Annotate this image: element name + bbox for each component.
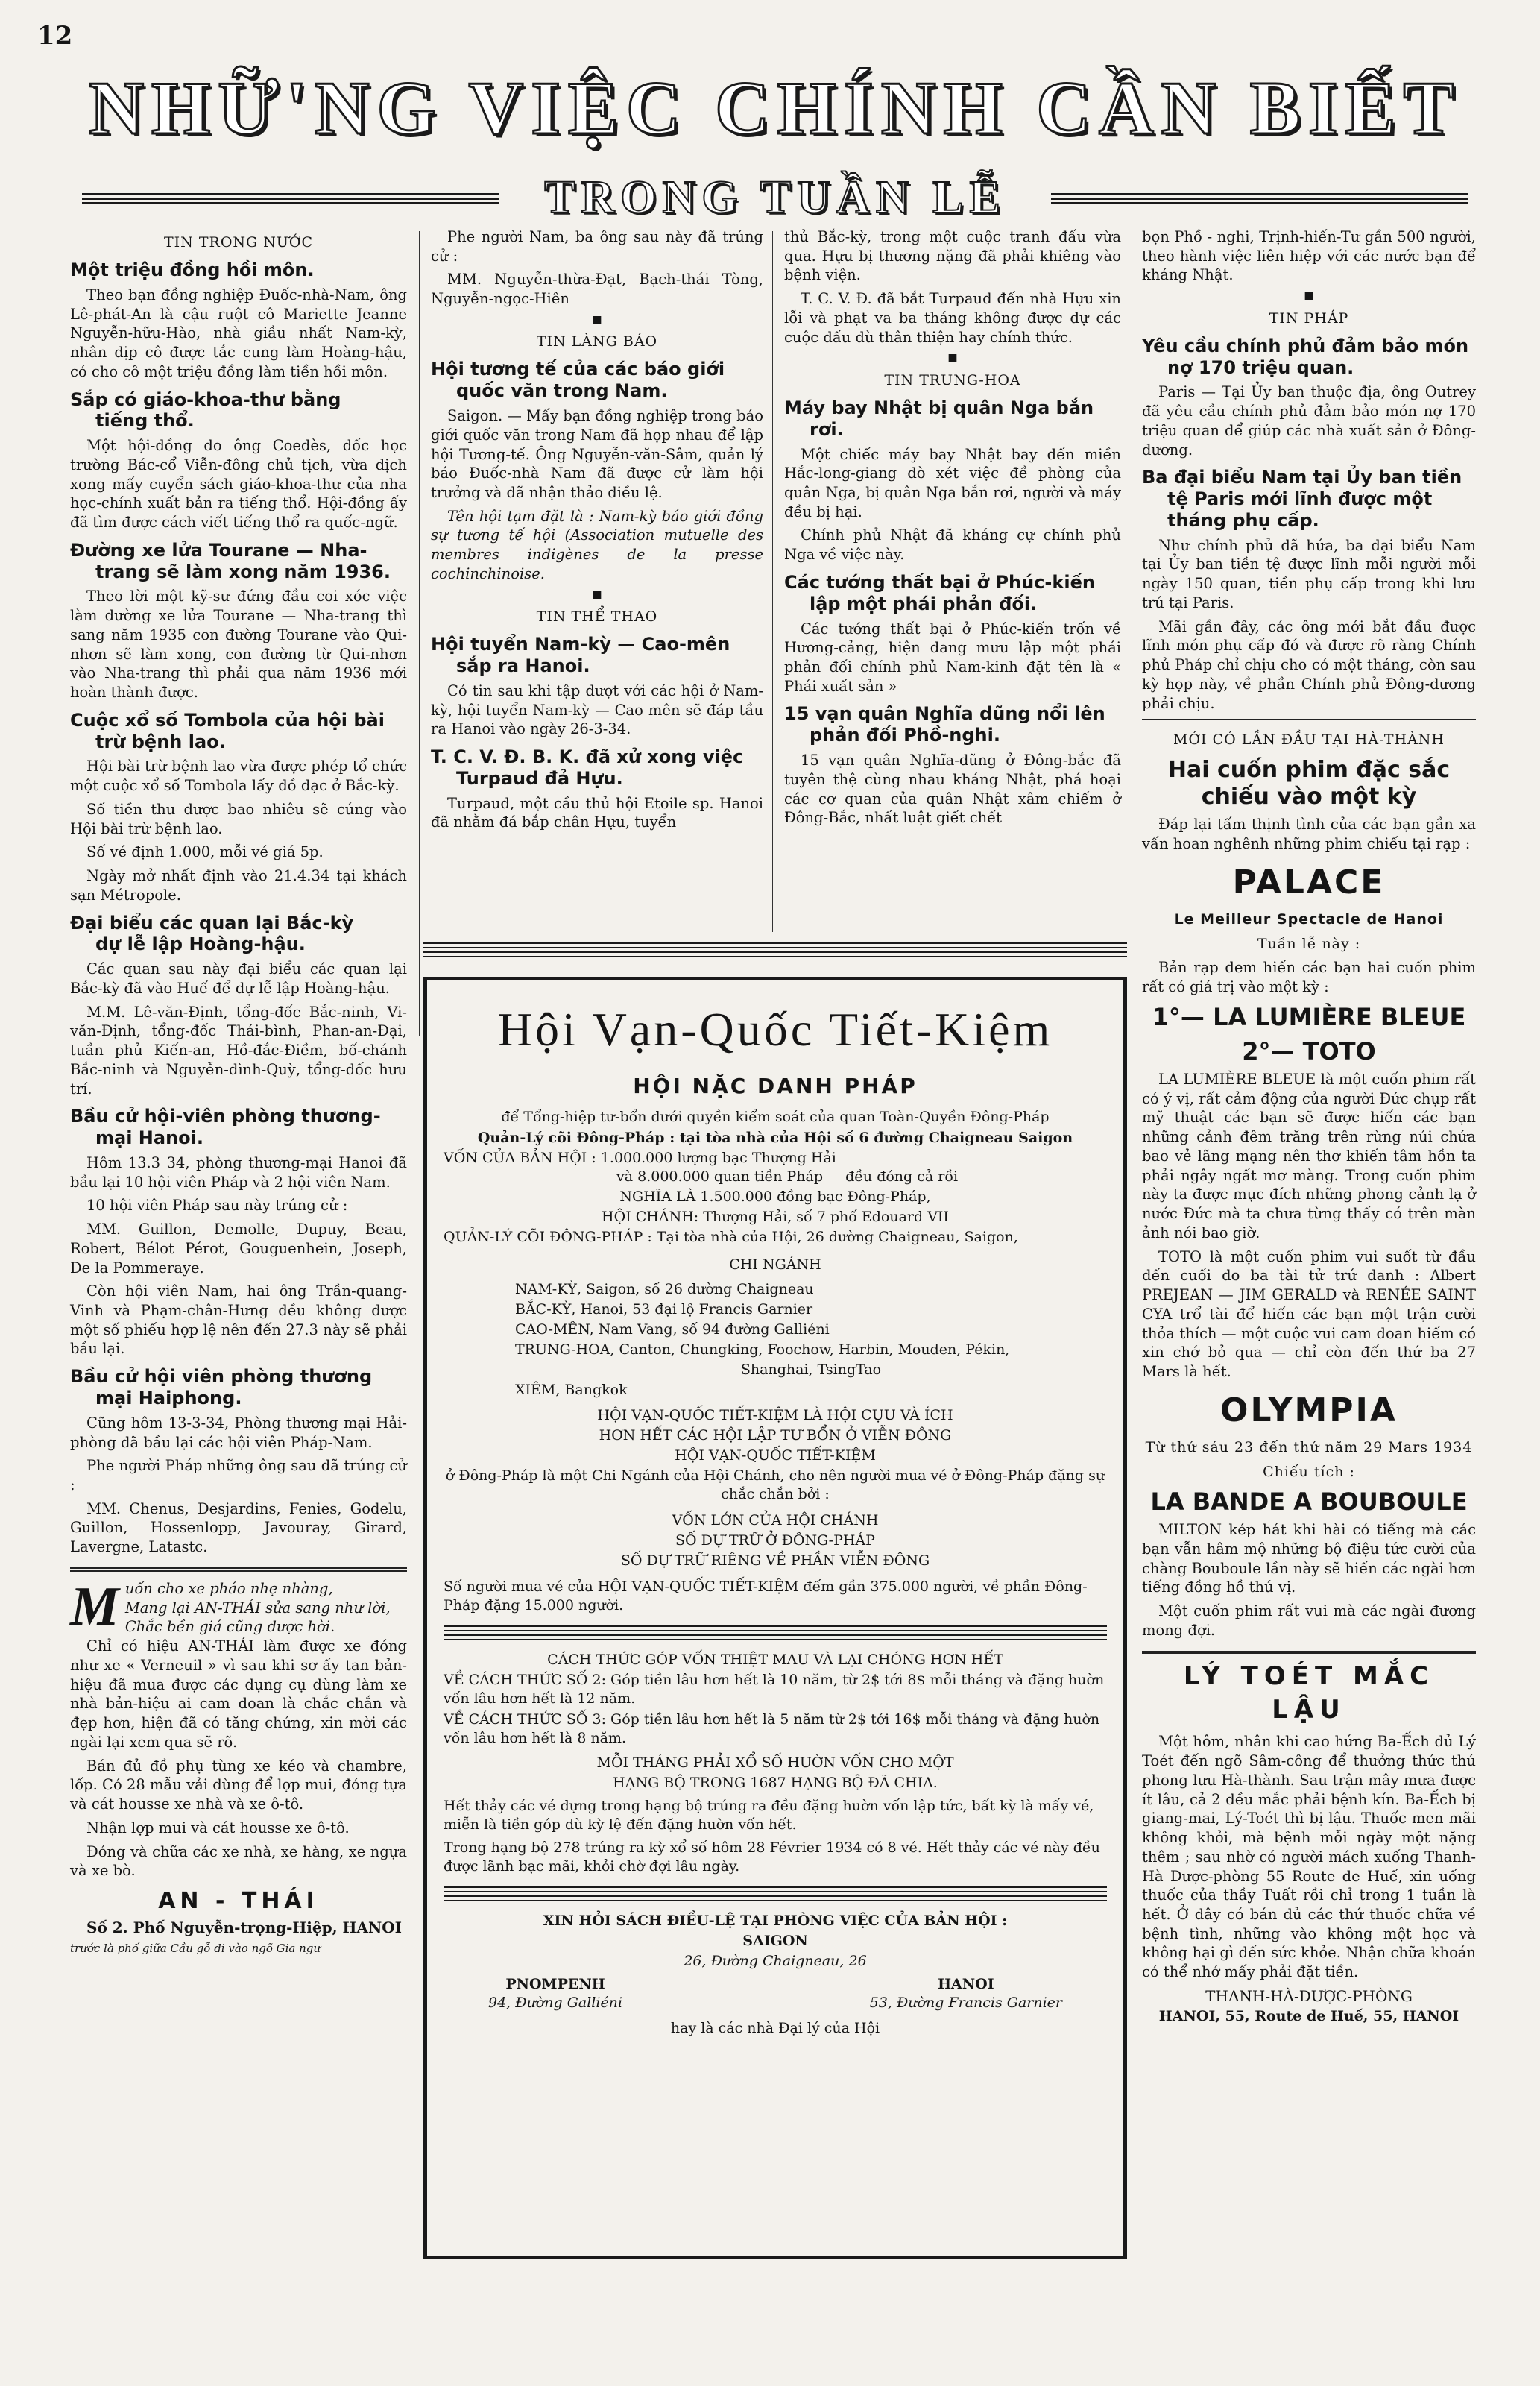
ad-line: QUẢN-LÝ CÕI ĐÔNG-PHÁP : Tại tòa nhà của Hội, 26 đường Chaigneau, Saigon, [444,1228,1018,1245]
article-paragraph: Một hội-đồng do ông Coedès, đốc học trường Bác-cổ Viễn-đông chủ tịch, vừa dịch xong mấy cuyển sách giáo-khoa-thư của nha học-chính xuất bản ra tiếng thổ. Hội-đồng ấy đã tìm được cách viết tiếng thổ ra quốc-ngữ. [70,437,407,532]
ad-line: ở Đông-Pháp là một Chi Ngánh của Hội Chánh, cho nên người mua vé ở Đông-Pháp đặng sự chắc chắn bởi : [445,1467,1105,1502]
ad-line: MỖI THÁNG PHẢI XỔ SỐ HUỜN VỐN CHO MỘT [596,1754,954,1771]
pharmacy-ad-text: Một hôm, nhân khi cao hứng Ba-Ếch đủ Lý Toét đến ngõ Sâm-công để thưởng thức thú phong lưu Hà-thành. Sau trận mây mưa được ít lâu, cả 2 đều mắc phải bệnh kín. Ba-Ếch bị giang-mai, Lý-Toét thì bị lậu. Thuốc men mãi không khỏi, mà bệnh mỗi ngày một nặng thêm ; sau nhờ có người mách xuống Thanh-Hà Dược-phòng 55 Route de Huế, xin uống thuốc của thầy Tuất rồi chỉ trong 1 tuần là hết. Ở đây có bán đủ các thứ thuốc chữa về bệnh tình, những vào không một học và không hại gì đến sức khỏe. Nhận chữa khoán có thể nhớ mấy phải đặt tiền. [1142,1733,1476,1981]
headline-line: trang sẽ làm xong năm 1936. [95,561,391,582]
cinema-lead: MỚI CÓ LẦN ĐẦU TẠI HÀ-THÀNH [1173,731,1445,749]
ad-line: XIN HỎI SÁCH ĐIỀU-LỆ TẠI PHÒNG VIỆC CỦA BẢN HỘI : [543,1913,1008,1930]
headline [784,397,1121,441]
ad-line: VỐN CỦA BẢN HỘI : 1.000.000 lượng bạc Thượng Hải [444,1149,836,1166]
column-4 [1142,227,1476,2026]
separator-mark: ■ [592,588,602,601]
ad-verse-line: uốn cho xe pháo nhẹ nhàng, [124,1579,333,1597]
headline [784,703,1121,746]
ad-line: HỘI VẠN-QUỐC TIẾT-KIỆM [675,1447,876,1464]
ad-note: trước là phố giữa Cầu gỗ đi vào ngõ Gia ngư [70,1941,321,1955]
headline-line: phản đối Phồ-nghi. [810,725,1000,746]
ad-line: VỀ CÁCH THỨC SỐ 2: Góp tiền lâu hơn hết là 10 năm, từ 2$ tới 8$ mỗi tháng và đặng huờn vốn lâu hơn hết là 12 năm. [444,1672,1105,1707]
headline-line: trừ bệnh lao. [95,731,226,752]
article-paragraph: thủ Bắc-kỳ, trong một cuộc tranh đấu vừa qua. Hựu bị thương nặng đã phải khiêng vào bệnh viện. [784,228,1121,284]
ad-line: VỀ CÁCH THỨC SỐ 3: Góp tiền lâu hơn hết là 5 năm từ 2$ tới 16$ mỗi tháng và đặng huờn vốn lâu hơn hết là 8 năm. [444,1710,1100,1746]
branch-item: BẮC-KỲ, Hanoi, 53 đại lộ Francis Garnier [515,1301,813,1318]
headline-line: T. C. V. Đ. B. K. đã xử xong việc [431,746,744,768]
headline [1142,467,1476,531]
ad-office-city: HANOI [938,1976,994,1993]
article-paragraph: M.M. Lê-văn-Định, tổng-đốc Bắc-ninh, Vi-văn-Định, tổng-đốc Thái-bình, Phan-an-Đại, tuần phủ Kiến-an, Hồ-đắc-Điềm, bố-chánh Bắc-ninh và Nguyễn-đình-Quỳ, tổng-đốc hưu trí. [70,1003,407,1098]
headline [431,359,763,402]
ad-line: HỘI CHÁNH: Thượng Hải, số 7 phố Edouard VII [602,1208,949,1225]
headline-line: Máy bay Nhật bị quân Nga bắn [784,397,1094,418]
separator-mark: ■ [592,313,602,326]
ad-line: HƠN HẾT CÁC HỘI LẬP TƯ BỔN Ở VIỄN ĐÔNG [599,1426,952,1444]
anthai-ad [70,1567,407,1957]
subhead-title: TRONG TUẦN LỄ [544,172,1006,223]
article-paragraph: Các quan sau này đại biểu các quan lại Bắc-kỳ đã vào Huế để dự lễ lập Hoàng-hậu. [70,960,407,997]
theatre-tagline: Le Meilleur Spectacle de Hanoi [1174,910,1444,928]
headline-line: Ba đại biểu Nam tại Ủy ban tiền [1142,467,1462,488]
separator-mark: ■ [947,352,958,365]
theatre-palace: PALACE [1232,863,1386,901]
ad-offices [444,1975,1107,2012]
article-paragraph: MM. Nguyễn-thừa-Đạt, Bạch-thái Tòng, Nguyễn-ngọc-Hiên [431,271,763,308]
drop-cap: M [70,1576,119,1637]
headline [70,913,407,956]
cinema-paragraph: Đáp lại tấm thịnh tình của các bạn gần xa vấn hoan nghênh những phim chiếu tại rạp : [1142,816,1476,853]
article-paragraph: Hội bài trừ bệnh lao vừa được phép tổ chức một cuộc xổ số Tombola lấy đồ đạc ở Bắc-kỳ. [70,758,407,795]
ad-office-address: 26, Đường Chaigneau, 26 [684,1953,867,1970]
film-description: LA LUMIÈRE BLEUE là một cuốn phim rất có ý vị, rất cảm động của người Đức chụp rất mỹ thuật các bạn sẽ được hiến các bạn những cảnh đêm trăng trên rừng núi chứa bao vẻ lãng mạng nên thơ khiến tâm hồn ta phải ngây ngất mơ màng. Trong cuốn phim này ta được mục đích những phong cảnh lạ ở nước Đức mà ta chưa từng thấy có trên màn ảnh nói bao giờ. [1142,1071,1476,1241]
ad-brand: AN - THÁI [158,1887,319,1914]
ad-office-city: PNOMPENH [505,1976,605,1993]
guarantee-item: VỐN LỚN CỦA HỘI CHÁNH [672,1511,879,1529]
office-hanoi [870,1975,1062,2012]
headline-line: Bầu cử hội viên phòng thương [70,1366,373,1388]
column-3 [784,227,1121,832]
ad-line: HỘI VẠN-QUỐC TIẾT-KIỆM LÀ HỘI CỤU VÀ ÍCH [597,1406,953,1423]
headline [70,389,407,432]
section-heading: TIN LÀNG BÁO [536,333,658,350]
film-description: Một cuốn phim rất vui mà các ngài đương mong đợi. [1142,1602,1476,1639]
guarantee-list [444,1511,1107,1570]
film-title: 1°— LA LUMIÈRE BLEUE [1152,1002,1466,1031]
ad-section-heading: CHI NGÁNH [729,1256,821,1273]
column-divider [419,231,420,1036]
article-paragraph: T. C. V. Đ. đã bắt Turpaud đến nhà Hựu xin lỗi và phạt va ba tháng không được dự các cuộc đấu dù thân thiện hay chính thức. [784,290,1121,346]
ad-paragraph: Chỉ có hiệu AN-THÁI làm được xe đóng như xe « Verneuil » vì sau khi sơ ấy tan bản-hiệu đã mua được các dụng cụ dùng làm xe nhà bản-hiệu ai cam đoan là chắc chắn và đẹp hơn, hiện đã có tăng chứng, xin mời các ngài lại xem qua sẽ rõ. [70,1637,407,1751]
headline-line: Bầu cử hội-viên phòng thương- [70,1106,381,1127]
article-paragraph: Theo bạn đồng nghiệp Đuốc-nhà-Nam, ông Lê-phát-An là cậu ruột cô Mariette Jeanne Nguyễn-hữu-Hào, nhà giầu nhất Nam-kỳ, nhân dịp cô được tắc cung làm Hoàng-hậu, có cho cô một triệu đồng làm tiền hồi môn. [70,286,407,380]
article-paragraph: Theo lời một kỹ-sư đứng đầu coi xóc việc làm đường xe lửa Tourane — Nha-trang thì sang năm 1935 con đường Tourane vào Qui-nhơn sẽ làm xong, con đường từ Qui-nhơn vào Nha-trang thì phải qua năm 1936 mới hoàn thành được. [70,588,407,702]
article-paragraph: Ngày mở nhất định vào 21.4.34 tại khách sạn Métropole. [70,867,407,904]
article-paragraph: Chính phủ Nhật đã kháng cự chính phủ Nga về việc này. [784,526,1121,564]
article-paragraph: Các tướng thất bại ở Phúc-kiến trốn về Hương-cảng, hiện đang mưu lập một phái phản đối chính phủ Nam-kinh đặt tên là « Phái xuất sản » [784,620,1121,695]
branch-item: XIÊM, Bangkok [515,1382,628,1399]
ad-line: Số người mua vé của HỘI VẠN-QUỐC TIẾT-KIỆM đếm gần 375.000 người, về phần Đông-Pháp đặng 15.000 người. [444,1578,1088,1614]
ad-office-address: 94, Đường Galliéni [488,1995,622,2012]
ad-capital [444,1149,1107,1186]
article-paragraph: Hôm 13.3 34, phòng thương-mại Hanoi đã bầu lại 10 hội viên Pháp và 2 hội viên Nam. [70,1153,407,1191]
ad-line: HẠNG BỘ TRONG 1687 HẠNG BỘ ĐÃ CHIA. [613,1774,938,1791]
article-paragraph: Có tin sau khi tập dượt với các hội ở Nam-kỳ, hội tuyển Nam-kỳ — Cao mên sẽ đáp tầu ra Hanoi vào ngày 26-3-34. [431,682,763,738]
article-paragraph: Cũng hôm 13-3-34, Phòng thương mại Hải-phòng đã bầu lại các hội viên Pháp-Nam. [70,1414,407,1451]
column-divider [772,231,773,932]
article-paragraph: Tên hội tạm đặt là : Nam-kỳ báo giới đồng sự tương tế hội (Association mutuelle des membres indigènes de la presse cochinchinoise. [431,507,763,582]
headline-line: sắp ra Hanoi. [456,655,590,677]
headline [1142,336,1476,379]
ad-line: để Tổng-hiệp tư-bổn dưới quyền kiểm soát của quan Toàn-Quyền Đông-Pháp [501,1109,1050,1126]
headline-line: nợ 170 triệu quan. [1167,356,1354,378]
headline [431,746,763,790]
section-heading: TIN THỂ THAO [536,608,658,626]
headline-line: tiếng thổ. [95,410,195,432]
ad-title: Hội Vạn-Quốc Tiết-Kiệm [497,1003,1053,1056]
headline [784,572,1121,615]
subhead-row [75,171,1476,224]
headline-line: quốc văn trong Nam. [456,380,668,402]
ad-paragraph: Nhận lợp mui và cát housse xe ô-tô. [86,1819,350,1836]
ad-verse-line: Mang lại AN-THÁI sửa sang như lời, [124,1599,391,1617]
headline-line: Hội tuyển Nam-kỳ — Cao-mên [431,634,730,655]
ad-address: Số 2. Phố Nguyễn-trọng-Hiệp, HANOI [86,1918,403,1936]
headline-line: Sắp có giáo-khoa-thư bằng [70,388,341,410]
cinema-ad [1142,719,1476,1640]
pharmacy-ad-title: LÝ TOÉT MẮC LẬU [1142,1651,1476,1727]
film-title: 2°— TOTO [1242,1036,1376,1065]
branch-item: CAO-MÊN, Nam Vang, số 94 đường Galliéni [515,1321,830,1338]
headline-line: Đường xe lửa Tourane — Nha- [70,539,367,561]
theatre-olympia: OLYMPIA [1220,1391,1398,1429]
separator-mark: ■ [1304,290,1314,303]
guarantee-item: SỐ DỰ TRỮ RIÊNG VỀ PHẦN VIỄN ĐÔNG [620,1552,930,1570]
headline-line: Yêu cầu chính phủ đảm bảo món [1142,335,1469,356]
page-number: 12 [37,21,73,51]
article-paragraph: Saigon. — Mấy bạn đồng nghiệp trong báo giới quốc văn trong Nam đã họp nhau để lập hội Tương-tế. Ông Nguyễn-văn-Sâm, quản lý báo Đuốc-nhà Nam đã được cử làm hội trưởng và đã nhận thảo điều lệ. [431,407,763,502]
headline-line: lập một phái phản đối. [810,593,1038,614]
article-paragraph: 15 vạn quân Nghĩa-dũng ở Đông-bắc đã tuyên thệ cùng nhau kháng Nhật, phá hoại các cơ quan của quân Nhật xâm chiếm ở Đông-Bắc, nhất luật giết chết [784,752,1121,827]
ad-line: và 8.000.000 quan tiền Pháp [616,1168,824,1185]
headline-line: Cuộc xổ số Tombola của hội bài [70,709,385,731]
ad-line: hay là các nhà Đại lý của Hội [670,2019,880,2036]
headline [70,1106,407,1149]
article-paragraph: Còn hội viên Nam, hai ông Trần-quang-Vinh và Phạm-chân-Hưng đều không được một số phiếu hợp lệ nên đến 27.3 này sẽ phải bầu lại. [70,1282,407,1358]
film-description: TOTO là một cuốn phim vui suốt từ đầu đến cuối do ba tài tử trứ danh : Albert PREJEAN — JIM GERALD và RENÉE SAINT CYA trổ tài để hiến các bạn một trận cười thỏa thích — một cuộc vui cam đoan hiếm có xin chớ bỏ qua — chỉ còn đến thứ ba 27 Mars là hết. [1142,1247,1476,1381]
ad-subtitle: HỘI NẶC DANH PHÁP [633,1074,918,1099]
ad-line: đều đóng cả rồi [845,1168,959,1185]
pharmacy-address: HANOI, 55, Route de Huế, 55, HANOI [1158,2008,1459,2025]
cinema-headline [1142,757,1476,810]
pharmacy-name: THANH-HÀ-DƯỢC-PHÒNG [1205,1986,1413,2005]
cinema-paragraph: Bản rạp đem hiến các bạn hai cuốn phim rất có giá trị vào một kỳ : [1142,959,1476,995]
article-paragraph: Số vé định 1.000, mỗi vé giá 5p. [86,843,324,861]
article-paragraph: bọn Phồ - nghi, Trịnh-hiến-Tư gần 500 người, theo hành việc liên hiệp với các nước bạn để kháng Nhật. [1142,228,1476,284]
headline-line: chiếu vào một kỳ [1201,784,1417,810]
headline-line: tháng phụ cấp. [1167,509,1319,531]
screening-dates: Từ thứ sáu 23 đến thứ năm 29 Mars 1934 [1145,1438,1473,1455]
headline-line: rơi. [810,418,844,440]
ad-line: NGHĨA LÀ 1.500.000 đồng bạc Đông-Pháp, [619,1188,931,1205]
branch-item: NAM-KỲ, Saigon, số 26 đường Chaigneau [515,1281,814,1298]
article-paragraph: Paris — Tại Ủy ban thuộc địa, ông Outrey đã yêu cầu chính phủ đảm bảo món nợ 170 triệu quan để giúp các nhà xuất sản ở Đông-dương. [1142,383,1476,459]
ad-divider [444,1625,1107,1640]
headline-line: mại Haiphong. [95,1388,242,1409]
headline-line: tệ Paris mới lĩnh được một [1167,488,1433,510]
ad-line: Quản-Lý cõi Đông-Pháp : tại tòa nhà của Hội số 6 đường Chaigneau Saigon [477,1129,1073,1146]
article-paragraph: Số tiền thu được bao nhiêu sẽ cúng vào Hội bài trừ bệnh lao. [70,800,407,837]
headline [70,1366,407,1409]
headline-line: Hai cuốn phim đặc sắc [1167,757,1451,784]
article-paragraph: Như chính phủ đã hứa, ba đại biểu Nam tại Ủy ban tiền tệ được lĩnh mỗi người mỗi ngày 150 quan, tiền phụ cấp trong khi lưu trú tại Paris. [1142,536,1476,611]
branch-item: Shanghai, TsingTao [740,1362,882,1379]
ad-verse [70,1576,407,1637]
headline-line: Turpaud đả Hựu. [456,767,623,789]
guarantee-item: SỐ DỰ TRỮ Ở ĐÔNG-PHÁP [675,1532,875,1549]
headline-line: Đại biểu các quan lại Bắc-kỳ [70,912,354,934]
headline-line: 15 vạn quân Nghĩa dũng nổi lên [784,703,1105,725]
ad-top-rule [423,941,1127,957]
article-paragraph: Mãi gần đây, các ông mới bắt đầu được lĩnh món phụ cấp đó và được rõ ràng Chính phủ Pháp chỉ chịu cho có một tháng, còn sau kỳ họp này, về phần Chính phủ Đông-dương phải chịu. [1142,617,1476,712]
article-paragraph: MM. Guillon, Demolle, Dupuy, Beau, Robert, Bélot Pérot, Gouguenhein, Joseph, De la Pommeraye. [70,1221,407,1277]
section-heading: TIN TRONG NƯỚC [164,234,313,251]
ad-office-address: 53, Đường Francis Garnier [869,1995,1062,2012]
column-1 [70,227,407,1961]
headline [431,634,763,677]
section-heading: TIN PHÁP [1269,309,1349,327]
masthead-title: NHỮ'NG VIỆC CHÍNH CẦN BIẾT [89,66,1462,151]
headline-line: mại Hanoi. [95,1127,203,1149]
savings-society-ad [423,977,1127,2259]
rule-right [1051,191,1468,204]
ad-verse-line: Chắc bền giá cũng được hời. [124,1618,335,1636]
article-paragraph: MM. Chenus, Desjardins, Fenies, Godelu, Guillon, Hossenlopp, Javouray, Girard, Lavergne, Latastc. [70,1499,407,1556]
article-paragraph: Một chiếc máy bay Nhật bay đến miền Hắc-long-giang dò xét việc đề phòng của quân Nga, bị quân Nga bắn rơi, người và máy đều bị hại. [784,445,1121,520]
screening-label: Chiếu tích : [1263,1463,1355,1480]
film-description: MILTON kép hát khi hài có tiếng mà các bạn vẫn hâm mộ những bộ điệu tức cười của chàng Bouboule lần này sẽ hiến các ngài hơn tiếng đồng hồ thú vị. [1142,1521,1476,1596]
week-label: Tuần lễ này : [1257,935,1361,952]
ad-paragraph: Đóng và chữa các xe nhà, xe hàng, xe ngựa và xe bò. [70,1842,407,1880]
headline-line: Hội tương tế của các báo giới [431,359,725,380]
article-paragraph: Phe người Pháp những ông sau đã trúng cử : [70,1457,407,1494]
article-paragraph: Phe người Nam, ba ông sau này đã trúng cử : [431,228,763,265]
headline-line: dự lễ lập Hoàng-hậu. [95,934,306,955]
branch-list [444,1280,1107,1400]
section-heading: TIN TRUNG-HOA [884,371,1021,388]
ad-divider [444,1886,1107,1901]
headline-line: Các tướng thất bại ở Phúc-kiến [784,571,1095,593]
film-title: LA BANDE A BOUBOULE [1150,1487,1468,1516]
ad-line: CÁCH THỨC GÓP VỐN THIỆT MAU VÀ LẠI CHÓNG HƠN HẾT [547,1652,1003,1669]
ad-paragraph: Bán đủ đồ phụ tùng xe kéo và chambre, lốp. Có 28 mẫu vải dùng để lợp mui, đóng tựa và cát housse xe nhà và xe ô-tô. [70,1757,407,1813]
ad-line: Trong hạng bộ 278 trúng ra kỳ xổ số hôm 28 Février 1934 có 8 vé. Hết thảy các vé này đều được lãnh bạc mãi, khỏi chờ đợi lâu ngày. [444,1839,1100,1875]
headline [70,540,407,583]
ad-office-city: SAIGON [742,1933,808,1950]
article-paragraph: 10 hội viên Pháp sau này trúng cử : [86,1197,348,1215]
ad-line: Hết thảy các vé dựng trong hạng bộ trúng ra đều đặng huờn vốn lập tức, bất kỳ là mấy vé, miễn là tiền góp dù kỳ lệ đến đặng huờn vốn hết. [444,1797,1094,1833]
article-paragraph: Turpaud, một cầu thủ hội Etoile sp. Hanoi đã nhằm đá bắp chân Hựu, tuyển [431,794,763,831]
branch-item: TRUNG-HOA, Canton, Chungking, Foochow, Harbin, Mouden, Pékin, [515,1341,1010,1359]
office-pnompenh [488,1975,622,2012]
headline [70,710,407,753]
headline: Một triệu đồng hồi môn. [70,259,315,281]
column-2 [431,227,763,837]
